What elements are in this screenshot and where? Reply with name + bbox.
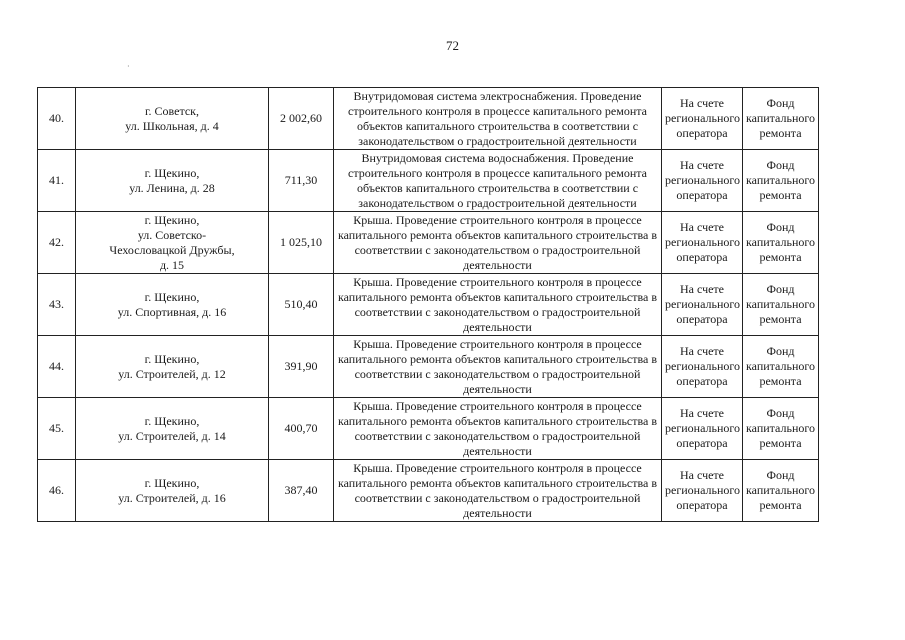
account-cell: На счете регионального оператора — [662, 212, 743, 274]
address-line: ул. Ленина, д. 28 — [129, 180, 215, 195]
table-row — [38, 150, 819, 212]
row-number: 40. — [38, 88, 76, 150]
table-row — [38, 212, 819, 274]
row-number: 43. — [38, 274, 76, 336]
account-cell: На счете регионального оператора — [662, 150, 743, 212]
address-line: Чехословацкой Дружбы, — [109, 242, 235, 257]
table-row — [38, 274, 819, 336]
description-cell: Крыша. Проведение строительного контроля в процессе капитального ремонта объектов капитального строительства в соответствии с законодательством о градостроительной деятельности — [334, 398, 662, 460]
address-line: ул. Спортивная, д. 16 — [117, 304, 227, 319]
account-cell: На счете регионального оператора — [662, 398, 743, 460]
address-line: г. Щекино, — [144, 289, 200, 304]
table-row — [38, 88, 819, 150]
description-cell: Крыша. Проведение строительного контроля в процессе капитального ремонта объектов капитального строительства в соответствии с законодательством о градостроительной деятельности — [334, 274, 662, 336]
description-cell: Внутридомовая система водоснабжения. Проведение строительного контроля в процессе капитального ремонта объектов капитального строительства в соответствии с законодательством о градостроительной деятельности — [334, 150, 662, 212]
address-line: г. Щекино, — [144, 351, 200, 366]
address-cell — [76, 274, 269, 336]
description-cell: Крыша. Проведение строительного контроля в процессе капитального ремонта объектов капитального строительства в соответствии с законодательством о градостроительной деятельности — [334, 336, 662, 398]
account-cell: На счете регионального оператора — [662, 88, 743, 150]
row-number: 41. — [38, 150, 76, 212]
row-number: 45. — [38, 398, 76, 460]
row-number: 46. — [38, 460, 76, 522]
address-cell — [76, 88, 269, 150]
address-line: г. Щекино, — [144, 413, 200, 428]
address-cell — [76, 336, 269, 398]
address-line: г. Щекино, — [144, 165, 200, 180]
cost-cell: 1 025,10 — [269, 212, 334, 274]
account-cell: На счете регионального оператора — [662, 336, 743, 398]
address-line: г. Щекино, — [144, 212, 200, 227]
address-cell — [76, 150, 269, 212]
address-line: ул. Строителей, д. 12 — [118, 366, 226, 381]
funding-source-cell: Фонд капитального ремонта — [743, 212, 819, 274]
table-row — [38, 460, 819, 522]
funding-source-cell: Фонд капитального ремонта — [743, 274, 819, 336]
address-line: ул. Советско- — [137, 227, 207, 242]
funding-source-cell: Фонд капитального ремонта — [743, 460, 819, 522]
cost-cell: 711,30 — [269, 150, 334, 212]
row-number: 42. — [38, 212, 76, 274]
table-row — [38, 398, 819, 460]
address-line: ул. Школьная, д. 4 — [125, 118, 219, 133]
address-cell — [76, 212, 269, 274]
cost-cell: 510,40 — [269, 274, 334, 336]
address-cell — [76, 460, 269, 522]
cost-cell: 400,70 — [269, 398, 334, 460]
address-line: г. Щекино, — [144, 475, 200, 490]
funding-source-cell: Фонд капитального ремонта — [743, 88, 819, 150]
table-row — [38, 336, 819, 398]
works-table — [37, 87, 819, 522]
description-cell: Крыша. Проведение строительного контроля в процессе капитального ремонта объектов капитального строительства в соответствии с законодательством о градостроительной деятельности — [334, 212, 662, 274]
cost-cell: 2 002,60 — [269, 88, 334, 150]
address-cell — [76, 398, 269, 460]
account-cell: На счете регионального оператора — [662, 274, 743, 336]
cost-cell: 387,40 — [269, 460, 334, 522]
page-number: 72 — [446, 38, 459, 53]
address-line: ул. Строителей, д. 14 — [118, 428, 226, 443]
address-line: г. Советск, — [144, 103, 200, 118]
funding-source-cell: Фонд капитального ремонта — [743, 150, 819, 212]
address-line: д. 15 — [159, 257, 185, 272]
row-number: 44. — [38, 336, 76, 398]
description-cell: Внутридомовая система электроснабжения. Проведение строительного контроля в процессе капитального ремонта объектов капитального строительства в соответствии с законодательством о градостроительной деятельности — [334, 88, 662, 150]
works-table-body — [38, 88, 819, 522]
funding-source-cell: Фонд капитального ремонта — [743, 336, 819, 398]
funding-source-cell: Фонд капитального ремонта — [743, 398, 819, 460]
description-cell: Крыша. Проведение строительного контроля в процессе капитального ремонта объектов капитального строительства в соответствии с законодательством о градостроительной деятельности — [334, 460, 662, 522]
account-cell: На счете регионального оператора — [662, 460, 743, 522]
address-line: ул. Строителей, д. 16 — [118, 490, 226, 505]
cost-cell: 391,90 — [269, 336, 334, 398]
scan-speck: · — [127, 62, 130, 71]
